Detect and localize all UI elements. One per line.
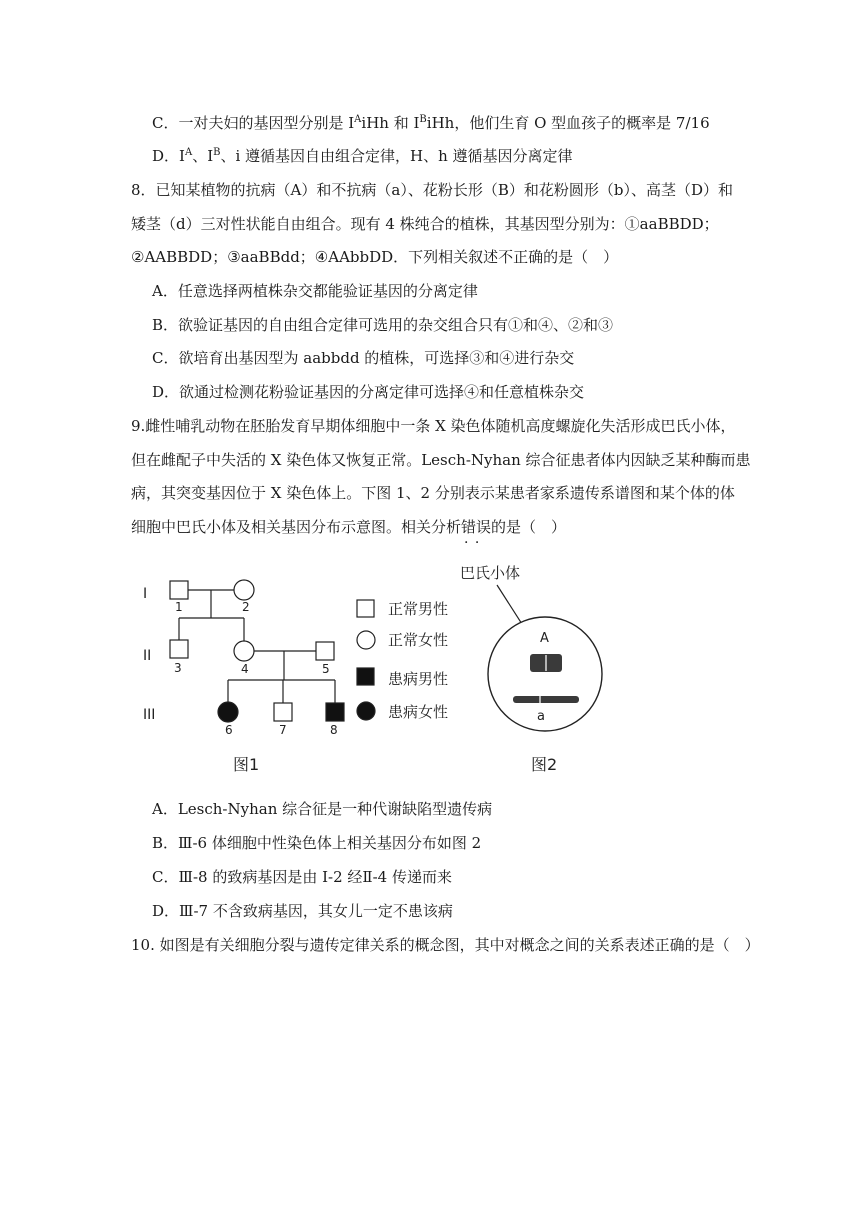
generation-label: II: [143, 648, 152, 664]
q9-option-c: C．Ⅲ-8 的致病基因是由 I-2 经Ⅱ-4 传递而来: [152, 868, 452, 886]
q7-option-d: D．$I^A$、$I^B$、i 遵循基因自由组合定律，H、h 遵循基因分离定律: [152, 147, 573, 165]
q8-stem-line2: 矮茎（d）三对性状能自由组合。现有 4 株纯合的植株，其基因型分别为：①aaBBDD；: [131, 215, 719, 233]
q9-option-a: A．Lesch-Nyhan 综合征是一种代谢缺陷型遗传病: [152, 800, 493, 818]
q9-option-b: B．Ⅲ-6 体细胞中性染色体上相关基因分布如图 2: [152, 834, 482, 852]
figure1-pedigree: [143, 580, 448, 774]
q9-stem-line2: 但在雌配子中失活的 X 染色体又恢复正常。Lesch-Nyhan 综合征患者体内因缺乏某种酶而患: [131, 451, 751, 469]
q8-option-d: D．欲通过检测花粉验证基因的分离定律可选择④和任意植株杂交: [152, 383, 585, 401]
individual-number: 1: [175, 600, 183, 614]
individual-8-affected-male: [326, 703, 344, 721]
active-x-chromosome: [513, 696, 579, 703]
q8-option-c: C．欲培育出基因型为 aabbdd 的植株，可选择③和④进行杂交: [152, 349, 575, 367]
q8-option-a: A．任意选择两植株杂交都能验证基因的分离定律: [152, 282, 478, 300]
q8-option-b: B．欲验证基因的自由组合定律可选用的杂交组合只有①和④、②和③: [152, 316, 614, 334]
individual-number: 8: [330, 723, 338, 737]
legend-label: 患病女性: [388, 703, 449, 721]
figure1-caption: 图1: [233, 755, 260, 774]
legend-label: 正常女性: [388, 631, 449, 649]
legend-affected-male-icon: [357, 668, 374, 685]
individual-5-normal-male: [316, 642, 334, 660]
generation-label: III: [143, 707, 156, 723]
legend-affected-female-icon: [357, 702, 375, 720]
individual-2-normal-female: [234, 580, 254, 600]
q8-stem-line1: 8．已知某植物的抗病（A）和不抗病（a）、花粉长形（B）和花粉圆形（b）、高茎（D）和: [131, 181, 733, 199]
individual-6-affected-female: [218, 702, 238, 722]
q9-stem-line4: 细胞中巴氏小体及相关基因分布示意图。相关分析错误 · ·的是（ ）: [131, 516, 566, 538]
q9-stem-line1: 9.雌性哺乳动物在胚胎发育早期体细胞中一条 X 染色体随机高度螺旋化失活形成巴氏小体，: [131, 417, 736, 435]
gene-label-a: a: [537, 709, 545, 724]
individual-number: 3: [174, 661, 182, 675]
gene-label-A: A: [540, 631, 549, 646]
barr-body-callout: 巴氏小体: [460, 564, 521, 582]
generation-label: I: [143, 586, 148, 602]
legend-normal-female-icon: [357, 631, 375, 649]
q9-stem-line3: 病，其突变基因位于 X 染色体上。下图 1、2 分别表示某患者家系遗传系谱图和某个体的体: [131, 484, 735, 502]
individual-number: 7: [279, 723, 287, 737]
individual-4-normal-female: [234, 641, 254, 661]
q8-stem-line3: ②AABBDD；③aaBBdd；④AAbbDD．下列相关叙述不正确的是（ ）: [131, 248, 619, 266]
figure2-caption: 图2: [531, 755, 558, 774]
individual-number: 4: [241, 662, 249, 676]
legend-label: 患病男性: [388, 670, 449, 688]
q9-option-d: D．Ⅲ-7 不含致病基因，其女儿一定不患该病: [152, 902, 453, 920]
q7-option-c: C．一对夫妇的基因型分别是 $I^AiHh$ 和 $I^BiHh$，他们生育 O 型血孩子的概率是 7/16: [152, 114, 710, 132]
individual-number: 6: [225, 723, 233, 737]
individual-number: 2: [242, 600, 250, 614]
figures: [0, 550, 860, 790]
legend-label: 正常男性: [388, 600, 449, 618]
figure2-cell: [460, 564, 602, 774]
q10-stem: 10. 如图是有关细胞分裂与遗传定律关系的概念图，其中对概念之间的关系表述正确的是（ ）: [131, 936, 760, 954]
emphasis-mark: 错误 · ·: [461, 518, 491, 536]
individual-1-normal-male: [170, 581, 188, 599]
individual-3-normal-male: [170, 640, 188, 658]
individual-7-normal-male: [274, 703, 292, 721]
individual-number: 5: [322, 662, 330, 676]
legend-normal-male-icon: [357, 600, 374, 617]
